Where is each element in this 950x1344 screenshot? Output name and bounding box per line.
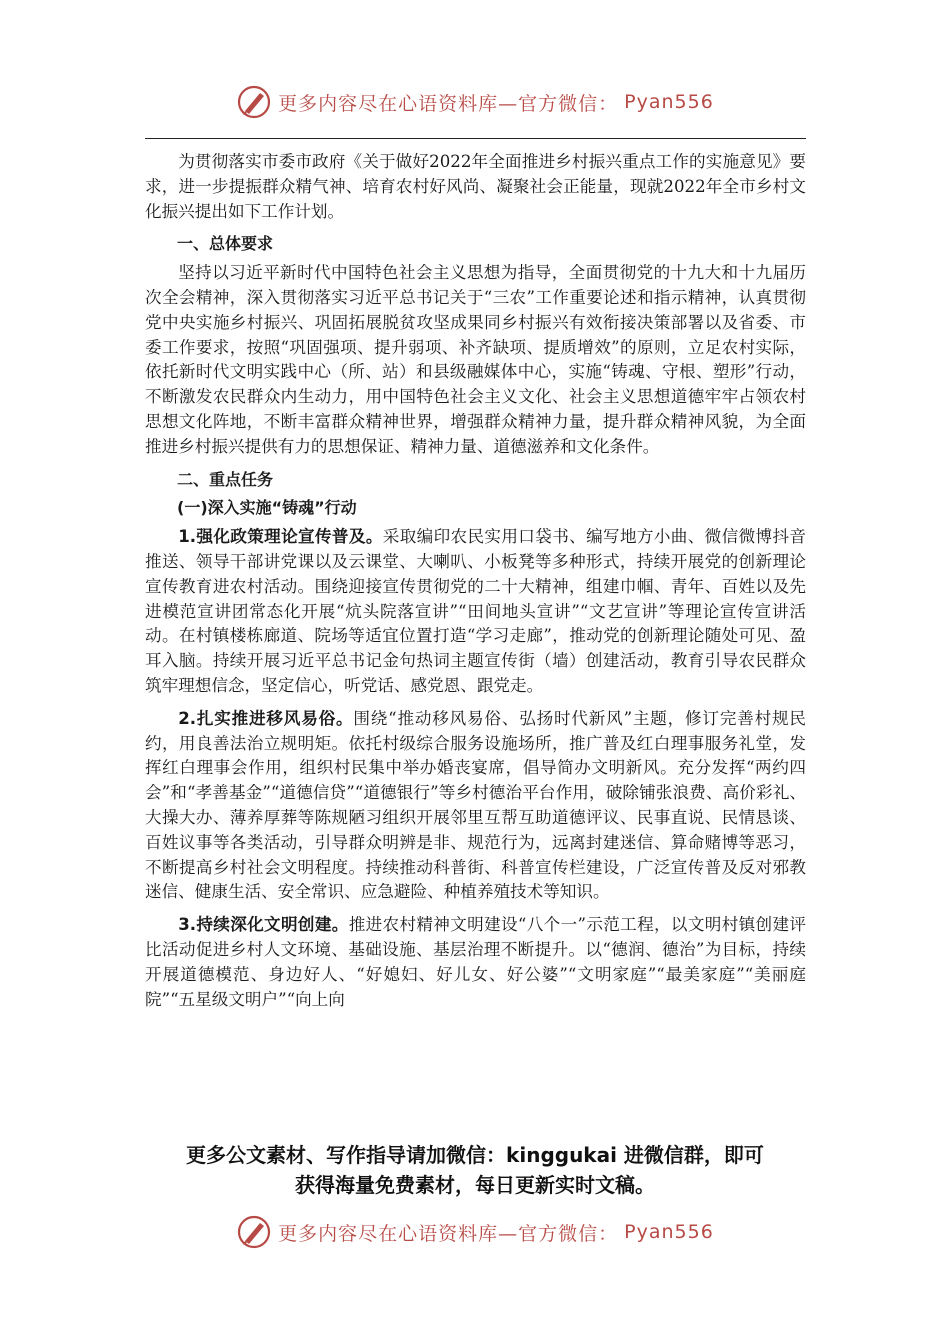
item-1-paragraph xyxy=(145,525,806,699)
footer-wechat-id: Pyan556 xyxy=(624,1221,714,1243)
item-3-lead: 3.持续深化文明创建。 xyxy=(178,915,349,935)
item-2-lead: 2.扎实推进移风易俗。 xyxy=(178,708,354,728)
promo-block xyxy=(0,1140,950,1200)
item-1-body: 采取编印农民实用口袋书、编写地方小曲、微信微博抖音推送、领导干部讲党课以及云课堂、大喇叭、小板凳等多种形式，持续开展党的创新理论宣传教育进农村活动。围绕迎接宣传贯彻党的二十大精神，组建巾帼、青年、百姓以及先进模范宣讲团常态化开展“炕头院落宣讲”“田间地头宣讲”“文艺宣讲”等理论宣传宣讲活动。在村镇楼栋廊道、院场等适宜位置打造“学习走廊”，推动党的创新理论随处可见、盈耳入脑。持续开展习近平总书记金句热词主题宣传街（墙）创建活动，教育引导农民群众筑牢理想信念，坚定信心，听党话、感党恩、跟党走。 xyxy=(145,527,806,695)
subsection-1-title: (一)深入实施“铸魂”行动 xyxy=(177,498,357,518)
pen-logo-icon xyxy=(236,84,272,120)
header-banner-content xyxy=(236,84,714,120)
item-3-body: 推进农村精神文明建设“八个一”示范工程，以文明村镇创建评比活动促进乡村人文环境、基础设施、基层治理不断提升。以“德润、德治”为目标，持续开展道德模范、身边好人、“好媳妇、好儿女、好公婆”“文明家庭”“最美家庭”“美丽庭院”“五星级文明户”“向上向 xyxy=(145,915,806,1009)
item-2-paragraph xyxy=(145,707,806,905)
item-3-paragraph xyxy=(145,913,806,1012)
promo-line-1: 更多公文素材、写作指导请加微信：kinggukai 进微信群，即可 xyxy=(186,1143,764,1167)
promo-line-2: 获得海量免费素材，每日更新实时文稿。 xyxy=(295,1173,655,1197)
section-1-title: 一、总体要求 xyxy=(177,234,274,254)
section-2-title: 二、重点任务 xyxy=(177,469,274,489)
intro-paragraph: 为贯彻落实市委市政府《关于做好2022年全面推进乡村振兴重点工作的实施意见》要求，进一步提振群众精气神、培育农村好风尚、凝聚社会正能量，现就2022年全市乡村文化振兴提出如下工作计划。 xyxy=(145,152,806,221)
header-banner xyxy=(0,82,950,122)
footer-banner xyxy=(0,1212,950,1252)
item-2-body: 围绕“推动移风易俗、弘扬时代新风”主题，修订完善村规民约，用良善法治立规明矩。依托村级综合服务设施场所，推广普及红白理事服务礼堂，发挥红白理事会作用，组织村民集中举办婚丧宴席，倡导简办文明新风。充分发挥“两约四会”和“孝善基金”“道德信贷”“道德银行”等乡村德治平台作用，破除铺张浪费、高价彩礼、大操大办、薄养厚葬等陈规陋习组织开展邻里互帮互助道德评议、民事直说、民情恳谈、百姓议事等各类活动，引导群众明辨是非、规范行为，远离封建迷信、算命赌博等恶习，不断提高乡村社会文明程度。持续推动科普街、科普宣传栏建设，广泛宣传普及反对邪教迷信、健康生活、安全常识、应急避险、种植养殖技术等知识。 xyxy=(145,708,806,902)
section-1-paragraph: 坚持以习近平新时代中国特色社会主义思想为指导，全面贯彻党的十九大和十九届历次全会精神，深入贯彻落实习近平总书记关于“三农”工作重要论述和指示精神，认真贯彻党中央实施乡村振兴、巩固拓展脱贫攻坚成果同乡村振兴有效衔接决策部署以及省委、市委工作要求，按照“巩固强项、提升弱项、补齐缺项、提质增效”的原则，立足农村实际，依托新时代文明实践中心（所、站）和县级融媒体中心，实施“铸魂、守根、塑形”行动，不断激发农民群众内生动力，用中国特色社会主义文化、社会主义思想道德牢牢占领农村思想文化阵地，不断丰富群众精神世界，增强群众精神力量，提升群众精神风貌，为全面推进乡村振兴提供有力的思想保证、精神力量、道德滋养和文化条件。 xyxy=(145,263,806,456)
header-banner-text: 更多内容尽在心语资料库—官方微信： xyxy=(278,92,619,115)
pen-logo-icon xyxy=(236,1214,272,1250)
document-body xyxy=(145,150,806,1012)
footer-banner-content xyxy=(236,1214,714,1250)
footer-banner-text: 更多内容尽在心语资料库—官方微信： xyxy=(278,1222,619,1245)
header-wechat-id: Pyan556 xyxy=(624,91,714,113)
header-divider xyxy=(145,138,806,139)
item-1-lead: 1.强化政策理论宣传普及。 xyxy=(178,527,383,547)
